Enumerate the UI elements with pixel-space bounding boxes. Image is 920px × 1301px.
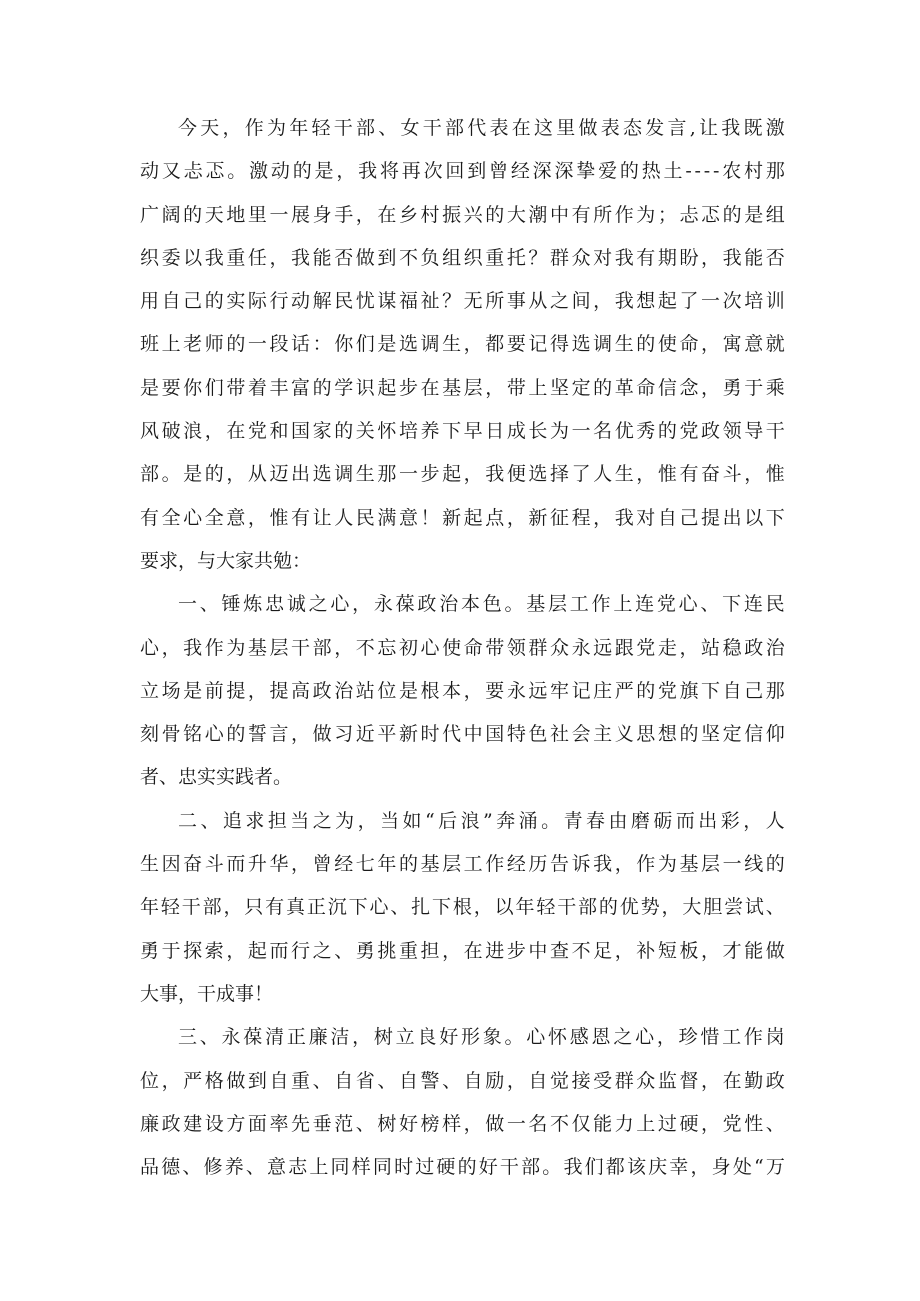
text-line: 是 要 你 们 带 着 丰 富 的 学 识 起 步 在 基 层 ， 带 上 坚 定 的 革 命 信 念 ， 勇 于 乘 [140,376,785,399]
text-line: 部 。 是 的 ， 从 迈 出 选 调 生 那 一 步 起 ， 我 便 选 择 了 人 生 ， 惟 有 奋 斗 ， 惟 [140,463,785,486]
text-line: 者、忠实实践者。 [140,766,293,789]
text-line: 勇 于 探 索 ， 起 而 行 之 、 勇 挑 重 担 ， 在 进 步 中 查 不 足 ， 补 短 板 ， 才 能 做 [140,939,785,962]
text-line: 二 、 追 求 担 当 之 为 ， 当 如 “ 后 浪 ” 奔 涌 。 青 春 由 磨 砺 而 出 彩 ， 人 [178,809,785,832]
text-line: 位 ， 严 格 做 到 自 重 、 自 省 、 自 警 、 自 励 ， 自 觉 接 受 群 众 监 督 ， 在 勤 政 [140,1069,785,1092]
text-line: 生 因 奋 斗 而 升 华 ， 曾 经 七 年 的 基 层 工 作 经 历 告 诉 我 ， 作 为 基 层 一 线 的 [140,853,785,876]
text-line: 刻 骨 铭 心 的 誓 言 ， 做 习 近 平 新 时 代 中 国 特 色 社 会 主 义 思 想 的 坚 定 信 仰 [140,723,785,746]
text-line: 风 破 浪 ， 在 党 和 国 家 的 关 怀 培 养 下 早 日 成 长 为 一 名 优 秀 的 党 政 领 导 干 [140,420,785,443]
text-line: 有 全 心 全 意 ， 惟 有 让 人 民 满 意 ！ 新 起 点 ， 新 征 程 ， 我 对 自 己 提 出 以 下 [140,506,785,529]
text-line: 大事，干成事！ [140,982,274,1005]
text-line: 用 自 己 的 实 际 行 动 解 民 忧 谋 福 祉 ？ 无 所 事 从 之 间 ， 我 想 起 了 一 次 培 训 [140,290,785,313]
text-line: 三 、 永 葆 清 正 廉 洁 ， 树 立 良 好 形 象 。 心 怀 感 恩 之 心 ， 珍 惜 工 作 岗 [178,1026,785,1049]
text-line: 今 天 ， 作 为 年 轻 干 部 、 女 干 部 代 表 在 这 里 做 表 态 发 言 , 让 我 既 激 [178,117,785,139]
text-line: 动 又 忐 忑 。 激 动 的 是 ， 我 将 再 次 回 到 曾 经 深 深 挚 爱 的 热 土 - - - - 农 村 那 [140,160,785,183]
text-line: 廉 政 建 设 方 面 率 先 垂 范 、 树 好 榜 样 ， 做 一 名 不 仅 能 力 上 过 硬 ， 党 性 、 [140,1112,785,1135]
document-body [140,107,785,1189]
text-line: 织 委 以 我 重 任 ， 我 能 否 做 到 不 负 组 织 重 托 ？ 群 众 对 我 有 期 盼 ， 我 能 否 [140,246,785,269]
text-line: 年 轻 干 部 ， 只 有 真 正 沉 下 心 、 扎 下 根 ， 以 年 轻 干 部 的 优 势 ， 大 胆 尝 试 、 [140,896,785,919]
text-line: 一 、 锤 炼 忠 诚 之 心 ， 永 葆 政 治 本 色 。 基 层 工 作 上 连 党 心 、 下 连 民 [178,593,785,616]
text-line: 广 阔 的 天 地 里 一 展 身 手 ， 在 乡 村 振 兴 的 大 潮 中 有 所 作 为 ； 忐 忑 的 是 组 [140,203,785,226]
text-line: 要求，与大家共勉： [140,549,312,572]
text-line: 品 德 、 修 养 、 意 志 上 同 样 同 时 过 硬 的 好 干 部 。 我 们 都 该 庆 幸 ， 身 处 “ 万 [140,1156,785,1179]
text-line: 心 ， 我 作 为 基 层 干 部 ， 不 忘 初 心 使 命 带 领 群 众 永 远 跟 党 走 ， 站 稳 政 治 [140,636,785,659]
text-line: 班 上 老 师 的 一 段 话 ： 你 们 是 选 调 生 ， 都 要 记 得 选 调 生 的 使 命 ， 寓 意 就 [140,333,785,356]
text-line: 立 场 是 前 提 ， 提 高 政 治 站 位 是 根 本 ， 要 永 远 牢 记 庄 严 的 党 旗 下 自 己 那 [140,679,785,702]
